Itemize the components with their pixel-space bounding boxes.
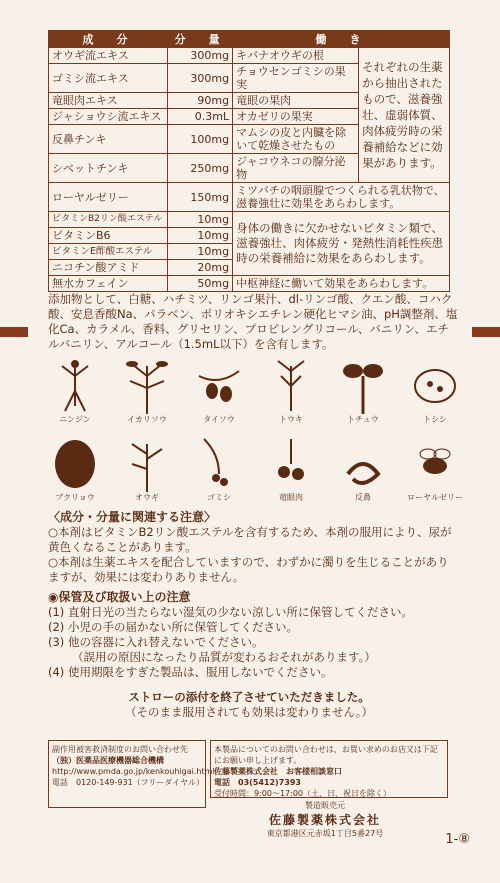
row-name: ビタミンB6 — [49, 228, 168, 244]
bee-icon — [410, 434, 460, 492]
row-name: 無水カフェイン — [49, 276, 168, 292]
row-amount: 10mg — [168, 244, 233, 260]
row-amount: 100mg — [168, 125, 233, 154]
storage-section — [48, 590, 458, 680]
poria-icon — [50, 434, 100, 492]
row-name: シベットチンキ — [49, 154, 168, 183]
maker-info — [210, 800, 440, 839]
caution-item: ○本剤はビタミンB2リン酸エステルを含有するため、本剤の服用により、尿が黄色くなることがあります。 — [48, 525, 452, 554]
group-effect-herbal: それぞれの生薬から抽出されたもので、滋養強壮、虚弱体質、肉体疲労時の栄養補給などに効果があります。 — [359, 48, 450, 183]
row-name: オウギ流エキス — [49, 48, 168, 64]
longan-icon — [266, 434, 316, 492]
row-amount: 20mg — [168, 260, 233, 276]
left-accent-bar-top — [0, 327, 28, 337]
plant-ikarisou: イカリソウ — [112, 356, 182, 425]
plant-touki: トウキ — [256, 356, 326, 425]
row-amount: 250mg — [168, 154, 233, 183]
row-amount: 150mg — [168, 183, 233, 212]
table-row — [49, 183, 450, 212]
relief-url: http://www.pmda.go.jp/kenkouhigai.html — [52, 767, 215, 776]
row-name: ゴミシ流エキス — [49, 64, 168, 93]
plant-taisou: タイソウ — [184, 356, 254, 425]
plant-tochuu: トチュウ — [328, 356, 398, 425]
table-row — [49, 48, 450, 64]
maker-name: 佐藤製薬株式会社 — [268, 813, 381, 827]
relief-line1: 副作用被害救済制度のお問い合わせ先 — [52, 745, 188, 754]
row-effect: ジャコウネコの腺分泌物 — [233, 154, 359, 183]
schisandra-icon — [194, 434, 244, 492]
row-name: 反鼻チンキ — [49, 125, 168, 154]
astragalus-icon — [122, 434, 172, 492]
eucommia-icon — [338, 356, 388, 414]
row-amount: 90mg — [168, 93, 233, 109]
storage-item: (4) 使用期限をすぎた製品は、服用しないでください。 — [48, 665, 333, 679]
row-effect: マムシの皮と内臓を除いて乾燥させたもの — [233, 125, 359, 154]
storage-item: （誤用の原因になったり品質が変わるおそれがあります。） — [72, 650, 376, 664]
angelica-icon — [266, 356, 316, 414]
plant-gomishi: ゴミシ — [184, 434, 254, 503]
caution-title: 〈成分・分量に関連する注意〉 — [48, 510, 217, 524]
row-amount: 300mg — [168, 64, 233, 93]
row-effect: チョウセンゴミシの果実 — [233, 64, 359, 93]
storage-item: (1) 直射日光の当たらない湿気の少ない涼しい所に保管してください。 — [48, 605, 413, 619]
maker-label: 製造販売元 — [305, 801, 345, 810]
straw-notice-main: ストローの添付を終了させていただきました。 — [128, 690, 370, 704]
contact-line1: 本製品についてのお問い合わせは、お買い求めのお店又は下記にお願い申し上げます。 — [214, 745, 438, 765]
row-name: ビタミンE酢酸エステル — [49, 244, 168, 260]
row-amount: 10mg — [168, 212, 233, 228]
epimedium-icon — [122, 356, 172, 414]
row-name: 竜眼肉エキス — [49, 93, 168, 109]
plant-ougi: オウギ — [112, 434, 182, 503]
row-amount: 50mg — [168, 276, 233, 292]
additives-text: 添加物として、白糖、ハチミツ、リンゴ果汁、dl-リンゴ酸、クエン酸、コハク酸、安息香酸Na、パラベン、ポリオキシエチレン硬化ヒマシ油、pH調整剤、塩化Ca、カラメル、香料、グリセリン、プロピレングリコール、バニリン、エチルバニリン、アルコール（1.5mL以下）を含有します。 — [48, 292, 458, 351]
page-code: 1-⑧ — [445, 832, 470, 847]
caution-section — [48, 510, 458, 585]
plant-bukuryou: ブクリョウ — [40, 434, 110, 503]
row-amount: 0.3mL — [168, 109, 233, 125]
row-name: ニコチン酸アミド — [49, 260, 168, 276]
row-effect: 中枢神経に働いて効果をあらわします。 — [233, 276, 450, 292]
group-effect-vitamin: 身体の働きに欠かせないビタミン類で、滋養強壮、肉体疲労・発熱性消耗性疾患時の栄養補給に効果をあらわします。 — [233, 212, 450, 276]
storage-item: (3) 他の容器に入れ替えないでください。 — [48, 635, 264, 649]
row-effect: 竜眼の果肉 — [233, 93, 359, 109]
header-amount: 分 量 — [168, 31, 233, 48]
ginseng-icon — [50, 356, 100, 414]
straw-notice — [48, 690, 450, 720]
caution-item: ○本剤は生薬エキスを配合していますので、わずかに濁りを生じることがありますが、効果には変わりありません。 — [48, 555, 449, 584]
contact-hours: 受付時間：9:00～17:00（土、日、祝日を除く） — [214, 789, 392, 798]
storage-title: ◉保管及び取扱い上の注意 — [48, 590, 191, 604]
row-name: ジャショウシ流エキス — [49, 109, 168, 125]
jujube-icon — [194, 356, 244, 414]
storage-item: (2) 小児の手の届かない所に保管してください。 — [48, 620, 298, 634]
ingredients-table — [48, 30, 450, 292]
header-effect: 働 き — [233, 31, 450, 48]
right-accent-bar-top — [472, 327, 500, 337]
row-name: ローヤルゼリー — [49, 183, 168, 212]
contact-phone: 電話 03(5412)7393 — [214, 778, 301, 787]
row-effect: オカゼリの果実 — [233, 109, 359, 125]
viper-icon — [338, 434, 388, 492]
relief-line2: （独）医薬品医療機器総合機構 — [52, 756, 164, 765]
row-effect: ミツバチの咽頭腺でつくられる乳状物で、滋養強壮に効果をあらわします。 — [233, 183, 450, 212]
table-row — [49, 212, 450, 228]
contact-line2: 佐藤製薬株式会社 お客様相談窓口 — [214, 767, 342, 776]
dodder-seed-icon — [410, 356, 460, 414]
header-ingredient: 成 分 — [49, 31, 168, 48]
row-amount: 300mg — [168, 48, 233, 64]
plant-ninjin: ニンジン — [40, 356, 110, 425]
row-effect: キバナオウギの根 — [233, 48, 359, 64]
plant-hanpi: 反鼻 — [328, 434, 398, 503]
plant-royal-jelly: ローヤルゼリー — [400, 434, 470, 503]
table-header — [49, 31, 450, 48]
relief-phone: 電話 0120-149-931（フリーダイヤル） — [52, 778, 205, 787]
table-row — [49, 276, 450, 292]
relief-contact-box — [48, 740, 215, 808]
maker-address: 東京都港区元赤坂1丁目5番27号 — [266, 829, 384, 838]
row-amount: 10mg — [168, 228, 233, 244]
plant-illustrations — [40, 356, 470, 506]
customer-contact-box — [210, 740, 448, 798]
plant-toshishi: トシシ — [400, 356, 470, 425]
plant-ryuganniku: 竜眼肉 — [256, 434, 326, 503]
row-name: ビタミンB2リン酸エステル — [49, 212, 168, 228]
straw-notice-sub: （そのまま服用されても効果は変わりません。） — [125, 705, 373, 719]
